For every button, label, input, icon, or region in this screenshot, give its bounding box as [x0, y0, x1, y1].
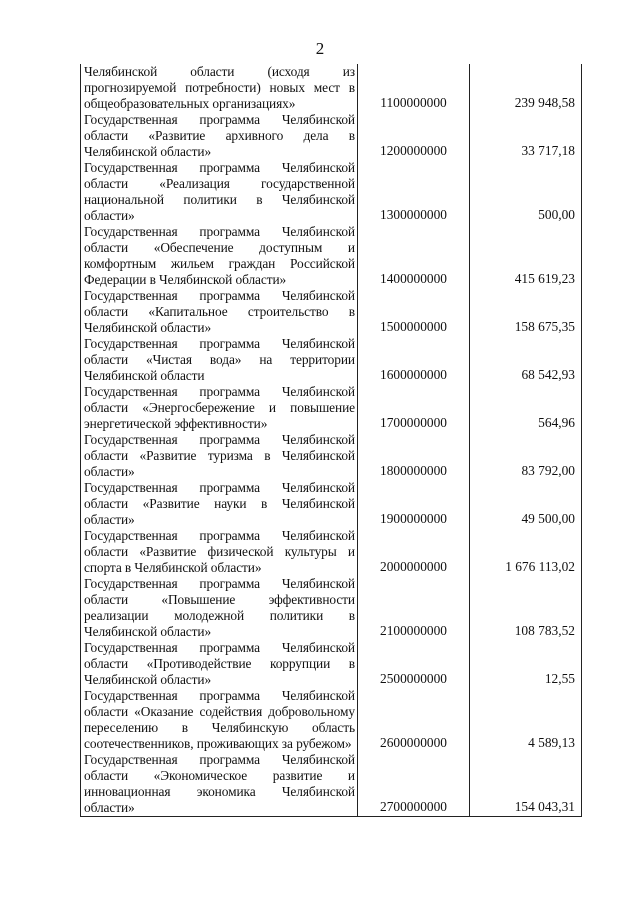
- program-code-cell: [358, 288, 470, 336]
- program-sum: 415 619,23: [514, 271, 575, 286]
- program-code-cell: [358, 576, 470, 640]
- program-sum: 239 948,58: [514, 95, 575, 110]
- program-name-cell: Государственная программа Челябинской области «Противодействие коррупции в Челябинской области»: [81, 640, 358, 688]
- program-code-cell: [358, 224, 470, 288]
- program-code: 2600000000: [380, 735, 447, 750]
- program-name-cell: Челябинской области (исходя из прогнозируемой потребности) новых мест в общеобразовательных организациях»: [81, 64, 358, 112]
- program-name-cell: Государственная программа Челябинской области «Развитие архивного дела в Челябинской области»: [81, 112, 358, 160]
- budget-table: [80, 64, 582, 817]
- program-code-cell: [358, 752, 470, 817]
- program-code: 1500000000: [380, 319, 447, 334]
- program-sum: 4 589,13: [528, 735, 575, 750]
- program-name-cell: Государственная программа Челябинской области «Чистая вода» на территории Челябинской области: [81, 336, 358, 384]
- table-row: [81, 224, 582, 288]
- program-sum: 1 676 113,02: [505, 559, 575, 574]
- table-row: [81, 528, 582, 576]
- program-sum: 83 792,00: [521, 463, 575, 478]
- program-code: 1300000000: [380, 207, 447, 222]
- program-name-cell: Государственная программа Челябинской области «Энергосбережение и повышение энергетической эффективности»: [81, 384, 358, 432]
- program-sum-cell: [470, 336, 582, 384]
- program-code: 2000000000: [380, 559, 447, 574]
- program-code-cell: [358, 64, 470, 112]
- program-sum: 108 783,52: [514, 623, 575, 638]
- program-code-cell: [358, 336, 470, 384]
- program-sum: 500,00: [538, 207, 575, 222]
- table-row: [81, 576, 582, 640]
- program-name-cell: Государственная программа Челябинской области «Оказание содействия добровольному переселению в Челябинскую область соотечественников, проживающих за рубежом»: [81, 688, 358, 752]
- program-sum-cell: [470, 640, 582, 688]
- program-sum: 158 675,35: [514, 319, 575, 334]
- table-row: [81, 752, 582, 817]
- program-sum: 68 542,93: [521, 367, 575, 382]
- program-code: 1900000000: [380, 511, 447, 526]
- program-sum-cell: [470, 688, 582, 752]
- program-name-cell: Государственная программа Челябинской области «Развитие физической культуры и спорта в Челябинской области»: [81, 528, 358, 576]
- program-code-cell: [358, 480, 470, 528]
- program-code: 1700000000: [380, 415, 447, 430]
- program-name-cell: Государственная программа Челябинской области «Экономическое развитие и инновационная экономика Челябинской области»: [81, 752, 358, 817]
- program-name-cell: Государственная программа Челябинской области «Реализация государственной национальной политики в Челябинской области»: [81, 160, 358, 224]
- program-sum: 154 043,31: [514, 799, 575, 814]
- program-sum-cell: [470, 576, 582, 640]
- table-body: [81, 64, 582, 817]
- table-row: [81, 432, 582, 480]
- table-row: [81, 64, 582, 112]
- program-code-cell: [358, 112, 470, 160]
- program-sum-cell: [470, 384, 582, 432]
- program-sum: 49 500,00: [521, 511, 575, 526]
- program-code-cell: [358, 688, 470, 752]
- table-row: [81, 640, 582, 688]
- program-code-cell: [358, 160, 470, 224]
- program-sum-cell: [470, 432, 582, 480]
- program-code-cell: [358, 384, 470, 432]
- program-code-cell: [358, 640, 470, 688]
- program-sum: 564,96: [538, 415, 575, 430]
- program-code: 2700000000: [380, 799, 447, 814]
- program-name-cell: Государственная программа Челябинской области «Обеспечение доступным и комфортным жильем граждан Российской Федерации в Челябинской области»: [81, 224, 358, 288]
- table-row: [81, 112, 582, 160]
- program-sum-cell: [470, 528, 582, 576]
- program-code-cell: [358, 432, 470, 480]
- program-code-cell: [358, 528, 470, 576]
- table-row: [81, 160, 582, 224]
- program-sum-cell: [470, 288, 582, 336]
- program-name-cell: Государственная программа Челябинской области «Капитальное строительство в Челябинской области»: [81, 288, 358, 336]
- program-sum-cell: [470, 224, 582, 288]
- table-row: [81, 688, 582, 752]
- program-name-cell: Государственная программа Челябинской области «Развитие туризма в Челябинской области»: [81, 432, 358, 480]
- program-sum: 33 717,18: [521, 143, 575, 158]
- program-name-cell: Государственная программа Челябинской области «Развитие науки в Челябинской области»: [81, 480, 358, 528]
- page-number: 2: [315, 39, 325, 58]
- table-row: [81, 336, 582, 384]
- program-code: 1200000000: [380, 143, 447, 158]
- program-code: 1600000000: [380, 367, 447, 382]
- program-code: 1100000000: [380, 95, 447, 110]
- program-sum-cell: [470, 480, 582, 528]
- program-sum-cell: [470, 64, 582, 112]
- program-sum-cell: [470, 752, 582, 817]
- table-row: [81, 288, 582, 336]
- program-sum-cell: [470, 112, 582, 160]
- program-code: 2500000000: [380, 671, 447, 686]
- program-code: 2100000000: [380, 623, 447, 638]
- program-sum: 12,55: [544, 671, 575, 686]
- program-code: 1400000000: [380, 271, 447, 286]
- table-row: [81, 480, 582, 528]
- program-code: 1800000000: [380, 463, 447, 478]
- table-row: [81, 384, 582, 432]
- program-name-cell: Государственная программа Челябинской области «Повышение эффективности реализации молодежной политики в Челябинской области»: [81, 576, 358, 640]
- program-sum-cell: [470, 160, 582, 224]
